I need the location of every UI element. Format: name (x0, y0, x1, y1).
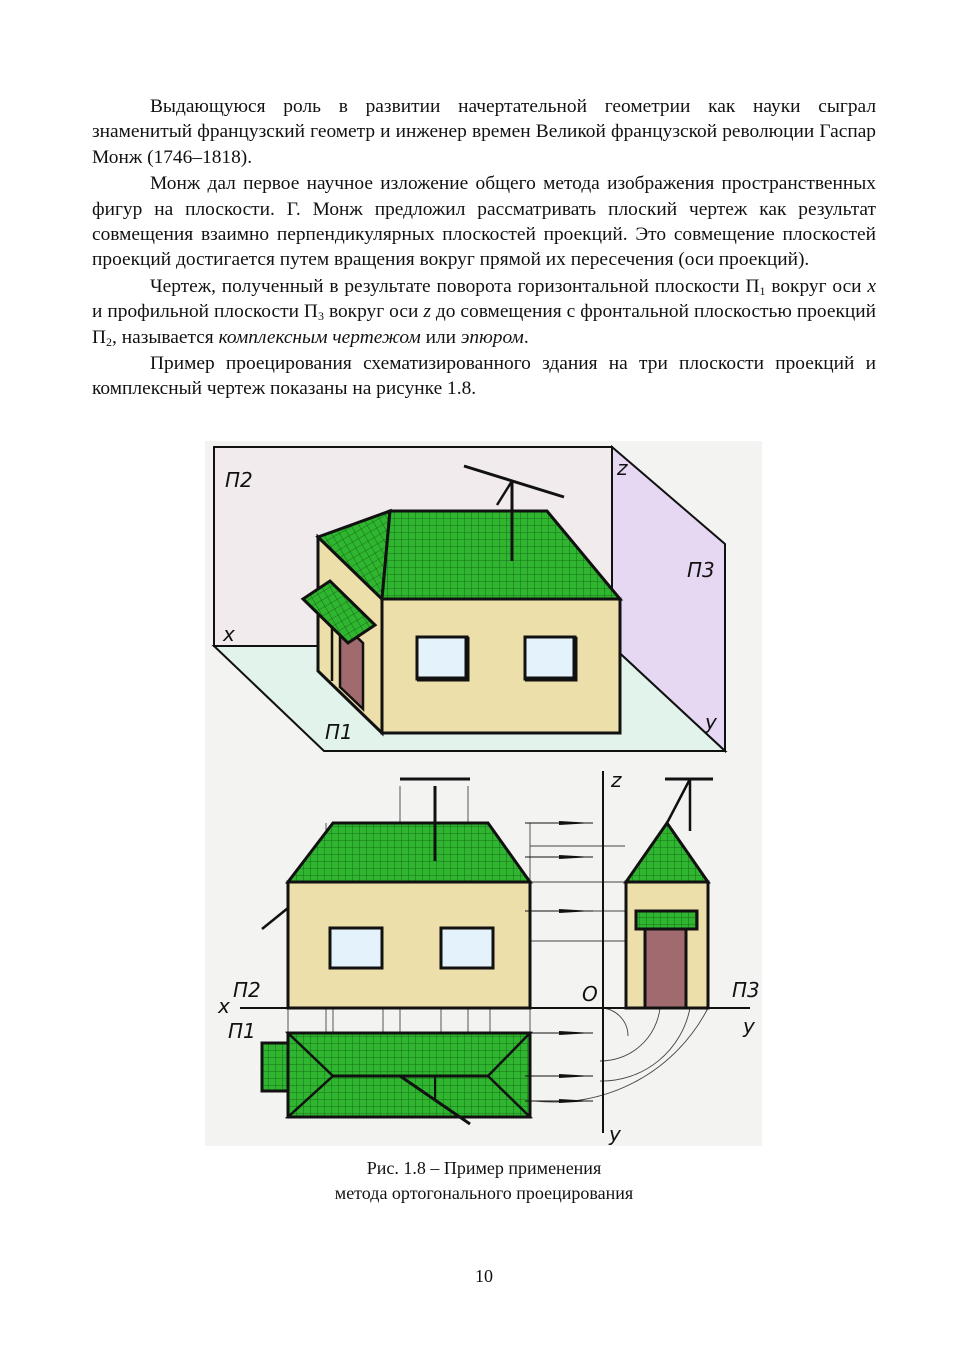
paragraph-3: Чертеж, полученный в результате поворота горизонтальной плоскости $П_1$ вокруг оси x и профильной плоскости $П_3$ вокруг оси z до совмещения с фронтальной плоскостью проекций $П_2$, называется комплексным чертежом или эпюром. (92, 275, 877, 349)
paragraph-1: Выдающуюся роль в развитии начертательной геометрии как науки сыграл знаменитый французский геометр и инженер времен Великой французской революции Гаспар Монж (1746–1818). (92, 96, 876, 168)
label-origin: O (582, 982, 598, 1006)
paragraph-4: Пример проецирования схематизированного здания на три плоскости проекций и комплексный чертеж показаны на рисунке 1.8. (92, 353, 876, 400)
caption-line-1: Рис. 1.8 – Пример применения (366, 1158, 602, 1178)
label-p2-plane: П2 (225, 468, 253, 492)
front-view-window-right (441, 928, 493, 968)
label-y-axis-horizontal: y (609, 1122, 621, 1146)
label-z-axis: z (611, 768, 622, 792)
house-window-right (525, 637, 575, 679)
figure-1-8 (205, 441, 762, 1146)
term-complex-drawing: комплексным чертежом (218, 326, 421, 348)
label-y-axis-top: y (705, 710, 717, 734)
side-view-roof (626, 823, 708, 882)
front-view-window-left (330, 928, 382, 968)
side-view-canopy (636, 911, 697, 929)
body-text (92, 94, 876, 403)
label-p3-plane: П3 (687, 558, 715, 582)
label-p1-horizontal: П1 (228, 1019, 256, 1043)
caption-line-2: метода ортогонального проецирования (334, 1183, 634, 1203)
paragraph-2: Монж дал первое научное изложение общего метода изображения пространственных фигур на плоскости. Г. Монж предложил рассматривать плоский чертеж как результат совмещения взаимно перпендикулярных плоскостей проекций. Это совмещение плоскостей проекций достигается путем вращения вокруг прямой их пересечения (оси проекций). (92, 173, 876, 271)
label-y-axis-profile: y (743, 1014, 755, 1038)
label-x-axis-top: x (223, 622, 235, 646)
label-p3-profile: П3 (732, 978, 760, 1002)
term-epure: эпюром (460, 326, 524, 348)
label-p1-plane: П1 (325, 720, 353, 744)
label-x-axis: x (218, 994, 230, 1018)
figure-caption (0, 1156, 968, 1206)
axonometric-view (214, 447, 725, 751)
label-z-axis-top: z (617, 456, 628, 480)
label-p2-frontal: П2 (233, 978, 261, 1002)
side-view-door (645, 929, 686, 1008)
house-window-left (417, 637, 467, 679)
front-view-roof (288, 823, 530, 882)
complex-drawing (217, 768, 760, 1146)
page-number: 10 (475, 1266, 493, 1286)
